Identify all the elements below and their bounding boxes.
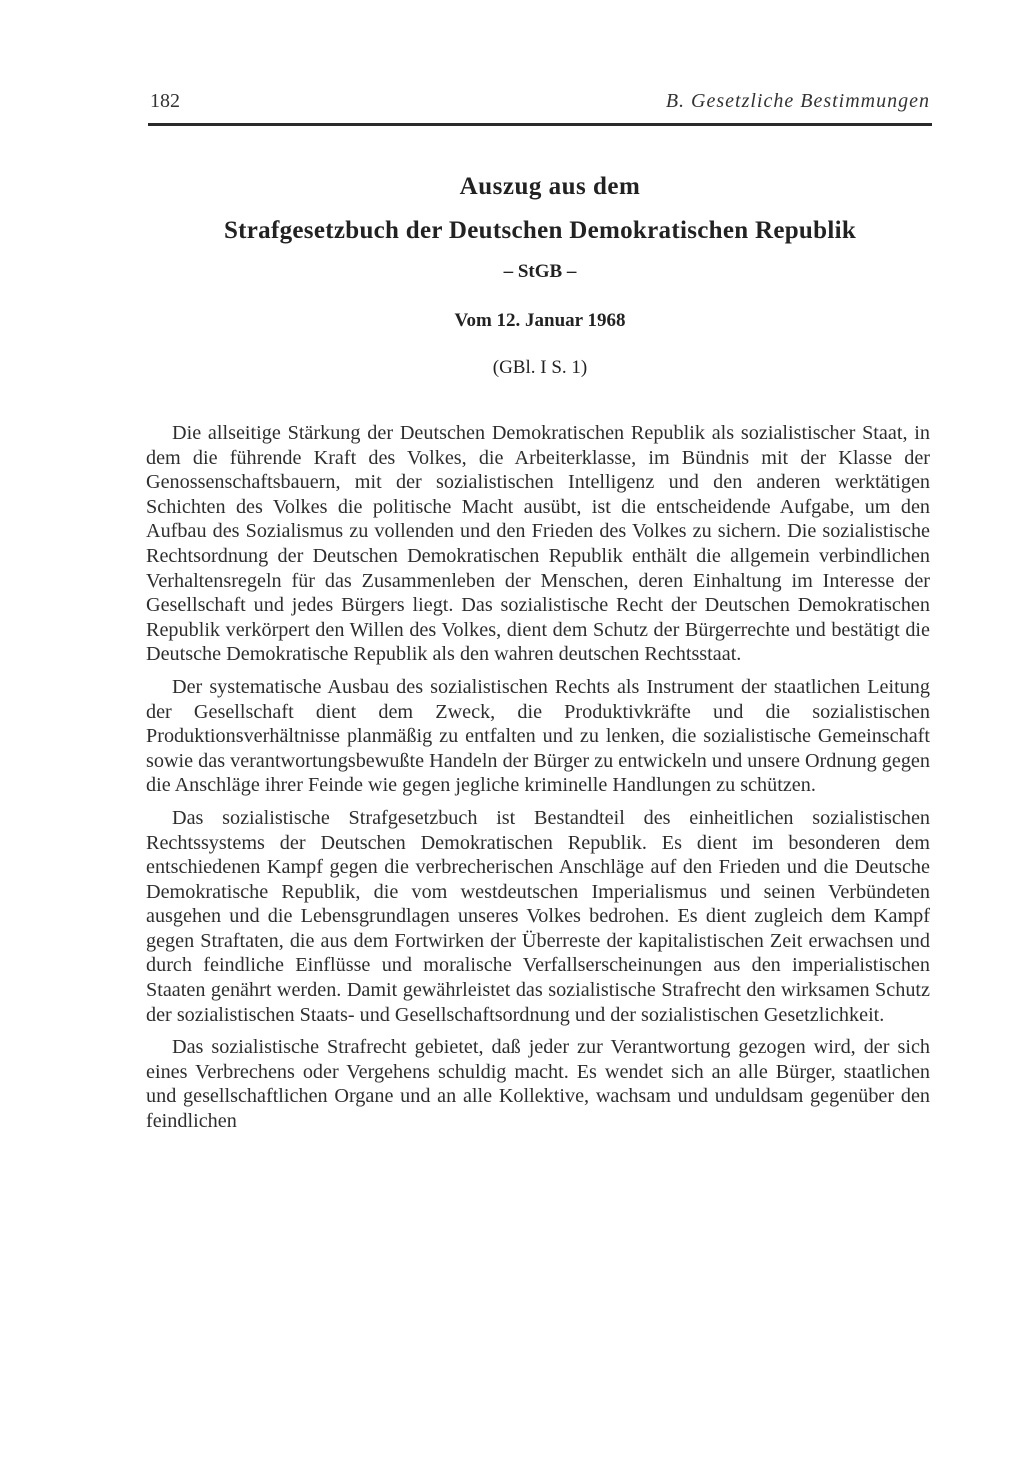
running-head: B. Gesetzliche Bestimmungen <box>665 90 930 112</box>
title-law-name: Strafgesetzbuch der Deutschen Demokratischen Republik <box>223 217 857 244</box>
page-number: 182 <box>150 90 180 112</box>
gazette-reference: (GBl. I S. 1) <box>492 357 588 378</box>
paragraph: Die allseitige Stärkung der Deutschen Demokratischen Republik als sozialistischer Staat, in dem die führende Kraft des Volkes, die Arbeiterklasse, im Bündnis mit der Klasse der Genossenschaftsbauern, mit der sozialistischen Intelligenz und den anderen werktätigen Schichten des Volkes die politische Macht ausübt, ist die entscheidende Aufgabe, um den Aufbau des Sozialismus zu vollenden und den Frieden des Volkes zu sichern. Die sozialistische Rechtsordnung der Deutschen Demokratischen Republik enthält die allgemein verbindlichen Verhaltensregeln für das Zusammenleben der Menschen, deren Einhaltung im Interesse der Gesellschaft und jedes Bürgers liegt. Das sozialistische Recht der Deutschen Demokratischen Republik verkörpert den Willen des Volkes, dient dem Schutz der Bürgerrechte und bestätigt die Deutsche Demokratische Republik als den wahren deutschen Rechtsstaat. <box>146 422 930 666</box>
header-rule <box>148 123 932 126</box>
paragraph: Das sozialistische Strafgesetzbuch ist Bestandteil des einheitlichen sozialistischen Rechtssystems der Deutschen Demokratischen Republik. Es dient im besonderen dem entschiedenen Kampf gegen die verbrecherischen Anschläge auf den Frieden und die Deutsche Demokratische Republik, die vom westdeutschen Imperialismus und seinen Verbündeten ausgehen und die Lebensgrundlagen unseres Volkes bedrohen. Es dient zugleich dem Kampf gegen Straftaten, die aus dem Fortwirken der Überreste der kapitalistischen Zeit erwachsen und durch feindliche Einflüsse und moralische Verfallserscheinungen aus den imperialistischen Staaten genährt werden. Damit gewährleistet das sozialistische Strafrecht den wirksamen Schutz der sozialistischen Staats- und Gesellschaftsordnung und der sozialistischen Gesetzlichkeit. <box>146 806 930 1026</box>
paragraph: Der systematische Ausbau des sozialistischen Rechts als Instrument der staatlichen Leitung der Gesellschaft dient dem Zweck, die Produktivkräfte und die sozialistischen Produktionsverhältnisse planmäßig zu entfalten und zu lenken, die sozialistische Gemeinschaft sowie das verantwortungsbewußte Handeln der Bürger zu entwickeln und unsere Ordnung gegen die Anschläge ihrer Feinde wie gegen jegliche kriminelle Handlungen zu schützen. <box>146 675 930 797</box>
paragraph: Das sozialistische Strafrecht gebietet, daß jeder zur Verantwortung gezogen wird, der sich eines Verbrechens oder Vergehens schuldig macht. Es wendet sich an alle Bürger, staatlichen und gesellschaftlichen Organe und an alle Kollektive, wachsam und unduldsam gegenüber den feindlichen <box>146 1036 930 1133</box>
preamble-text <box>146 421 930 1142</box>
title-date: Vom 12. Januar 1968 <box>454 310 626 331</box>
title-heading: Auszug aus dem <box>459 173 641 200</box>
title-abbreviation: – StGB – <box>503 261 577 282</box>
page-header <box>150 90 930 114</box>
title-block <box>145 170 935 383</box>
